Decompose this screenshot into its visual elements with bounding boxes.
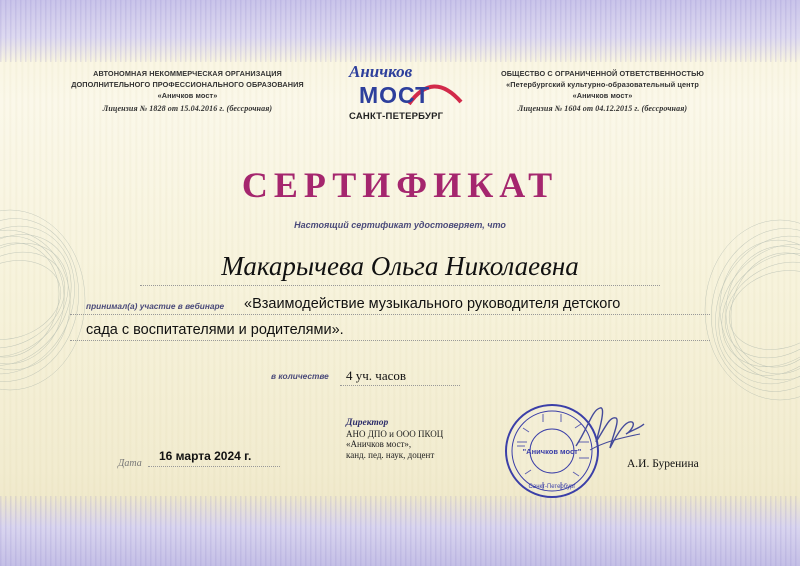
stamp-center-text: "Аничков мост" (522, 447, 582, 456)
director-title: Директор (346, 418, 389, 428)
name-underline (140, 285, 660, 286)
header-right-line2: «Петербургский культурно-образовательный центр (506, 80, 699, 89)
certificate-title: СЕРТИФИКАТ (241, 165, 559, 205)
logo-text-most: МОСТ (359, 82, 431, 108)
recipient-name: Макарычева Ольга Николаевна (221, 251, 579, 281)
certificate-subtitle: Настоящий сертификат удостоверяет, что (294, 220, 506, 230)
top-border-stripe (0, 0, 800, 62)
director-signature (570, 398, 650, 458)
signer-name: А.И. Буренина (627, 458, 699, 470)
hours-value: 4 уч. часов (346, 368, 407, 383)
left-guilloche-ornament (0, 200, 90, 400)
date-value: 16 марта 2024 г. (159, 449, 252, 463)
webinar-underline-2 (70, 340, 710, 341)
hours-underline (340, 385, 460, 386)
header-right-line1: ОБЩЕСТВО С ОГРАНИЧЕННОЙ ОТВЕТСТВЕННОСТЬЮ (500, 69, 705, 78)
header-right-line3: «Аничков мост» (572, 91, 633, 100)
quantity-label: в количестве (271, 371, 329, 381)
participation-label: принимал(а) участие в вебинаре (86, 301, 225, 311)
director-line3: канд. пед. наук, доцент (346, 449, 435, 460)
logo-text-city: САНКТ-ПЕТЕРБУРГ (349, 111, 444, 122)
webinar-underline-1 (70, 314, 710, 315)
header-left-line3: «Аничков мост» (157, 91, 218, 100)
bottom-border-stripe (0, 496, 800, 566)
webinar-title-line1: «Взаимодействие музыкального руководителя детского (244, 296, 621, 312)
header-right-license: Лицензия № 1604 от 04.12.2015 г. (бессрочная) (517, 104, 688, 113)
director-line2: «Аничков мост», (346, 439, 412, 449)
director-line1: АНО ДПО и ООО ПКОЦ (346, 428, 444, 439)
stamp-city-text: Санкт-Петербург (528, 484, 576, 490)
logo-text-anichkov: Аничков (349, 62, 413, 81)
anichkov-most-logo (337, 58, 463, 130)
header-left-license: Лицензия № 1828 от 15.04.2016 г. (бессрочная) (102, 104, 273, 113)
date-label: Дата (118, 458, 142, 469)
director-block (346, 418, 443, 460)
header-left-line2: ДОПОЛНИТЕЛЬНОГО ПРОФЕССИОНАЛЬНОГО ОБРАЗОВАНИЯ (71, 80, 304, 89)
header-left-organization (60, 68, 315, 114)
header-right-organization (475, 68, 730, 114)
date-underline (148, 466, 280, 467)
right-guilloche-ornament (700, 210, 800, 410)
webinar-title-line2: сада с воспитателями и родителями». (86, 322, 344, 338)
header-left-line1: АВТОНОМНАЯ НЕКОММЕРЧЕСКАЯ ОРГАНИЗАЦИЯ (93, 69, 282, 78)
